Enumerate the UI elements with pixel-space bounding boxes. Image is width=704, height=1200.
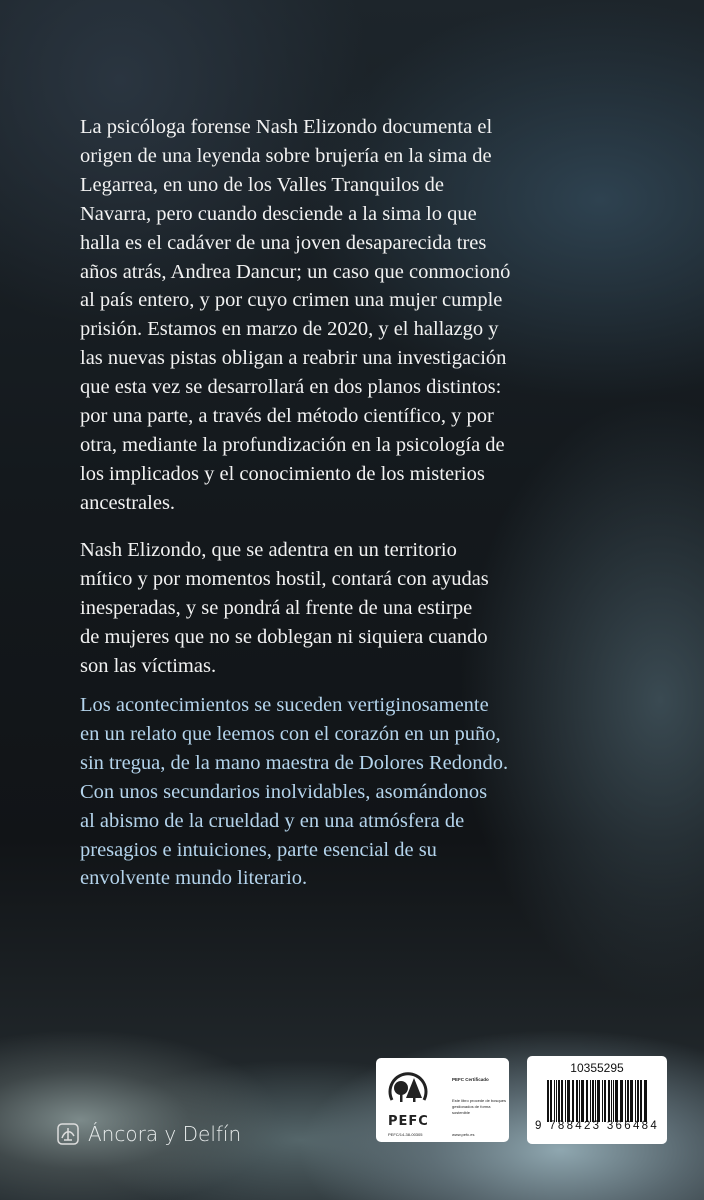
- blurb-line: ancestrales.: [80, 491, 176, 514]
- barcode-bar: [558, 1080, 560, 1122]
- barcode-bar: [637, 1080, 639, 1122]
- pefc-title: PEFC Certificado: [452, 1077, 489, 1082]
- barcode-bar: [586, 1080, 588, 1122]
- blurb-line: años atrás, Andrea Dancur; un caso que conmocionó: [80, 260, 511, 283]
- blurb-line: de mujeres que no se doblegan ni siquiera cuando: [80, 625, 488, 648]
- pefc-code: PEFC/14-38-00305: [388, 1132, 423, 1137]
- blurb-paragraph-2: [80, 536, 680, 681]
- barcode-bar: [572, 1080, 574, 1122]
- barcode-bar: [590, 1080, 591, 1122]
- barcode-bar: [611, 1080, 612, 1122]
- blurb-line: Legarrea, en uno de los Valles Tranquilos de: [80, 173, 444, 196]
- blurb-line: Los acontecimientos se suceden vertiginosamente: [80, 694, 489, 716]
- blurb-paragraph-1: [80, 113, 680, 518]
- barcode-bar: [554, 1080, 555, 1122]
- anchor-dolphin-emblem-icon: [56, 1122, 80, 1146]
- barcode-bar: [608, 1080, 610, 1122]
- blurb-line: mítico y por momentos hostil, contará con ayudas: [80, 567, 489, 590]
- barcode-bar: [576, 1080, 578, 1122]
- isbn-number: 9 788423 366484: [535, 1120, 660, 1132]
- barcode-bar: [579, 1080, 580, 1122]
- blurb-line: halla es el cadáver de una joven desaparecida tres: [80, 231, 487, 254]
- barcode-bar: [595, 1080, 596, 1122]
- blurb-line: envolvente mundo literario.: [80, 867, 308, 890]
- barcode-bar: [630, 1080, 633, 1122]
- pefc-description: Este libro procede de bosques gestionados de forma sostenible: [452, 1098, 507, 1115]
- barcode-bar: [627, 1080, 629, 1122]
- blurb-line: origen de una leyenda sobre brujería en la sima de: [80, 144, 492, 167]
- blurb-line: los implicados y el conocimiento de los misterios: [80, 462, 485, 485]
- barcode-bar: [640, 1080, 642, 1122]
- barcode-bar: [556, 1080, 557, 1122]
- blurb-line: prisión. Estamos en marzo de 2020, y el hallazgo y: [80, 318, 499, 341]
- barcode-bar: [613, 1080, 614, 1122]
- barcode-bar: [561, 1080, 563, 1122]
- barcode-bar: [581, 1080, 584, 1122]
- barcode-bar: [597, 1080, 600, 1122]
- barcode-bar: [592, 1080, 594, 1122]
- blurb-line: por una parte, a través del método científico, y por: [80, 405, 494, 428]
- barcode-bar: [615, 1080, 618, 1122]
- blurb-line: Navarra, pero cuando desciende a la sima lo que: [80, 202, 477, 225]
- blurb-line: en un relato que leemos con el corazón en un puño,: [80, 722, 501, 745]
- blurb-line: inesperadas, y se pondrá al frente de una estirpe: [80, 596, 473, 619]
- barcode-label: [527, 1056, 667, 1144]
- barcode-bar: [565, 1080, 566, 1122]
- barcode-bar: [625, 1080, 626, 1122]
- blurb-line: al país entero, y por cuyo crimen una mujer cumple: [80, 289, 503, 312]
- barcode-bar: [604, 1080, 606, 1122]
- barcode-bar: [602, 1080, 603, 1122]
- blurb-line: son las víctimas.: [80, 654, 217, 677]
- barcode-bar: [567, 1080, 570, 1122]
- blurb-line: La psicóloga forense Nash Elizondo documenta el: [80, 116, 493, 138]
- blurb-line: al abismo de la crueldad y en una atmósfera de: [80, 809, 465, 832]
- pefc-tree-icon: [386, 1070, 430, 1112]
- pefc-url: www.pefc.es: [452, 1132, 475, 1137]
- blurb-line: presagios e intuiciones, parte esencial de su: [80, 838, 437, 861]
- blurb-line: sin tregua, de la mano maestra de Dolores Redondo.: [80, 751, 509, 774]
- pefc-label: [376, 1058, 509, 1142]
- blurb-line: las nuevas pistas obligan a reabrir una investigación: [80, 347, 507, 370]
- barcode-bar: [644, 1080, 647, 1122]
- barcode-bars: [547, 1080, 647, 1122]
- blurb-line: Nash Elizondo, que se adentra en un territorio: [80, 539, 457, 561]
- blurb-line: que esta vez se desarrollará en dos planos distintos:: [80, 376, 502, 399]
- internal-code: 10355295: [570, 1061, 624, 1075]
- publisher-name: Áncora y Delfín: [88, 1122, 242, 1146]
- blurb-paragraph-3: [80, 691, 680, 893]
- blurb-line: Con unos secundarios inolvidables, asomándonos: [80, 780, 488, 803]
- pefc-brand: PEFC: [388, 1114, 429, 1129]
- barcode-bar: [547, 1080, 549, 1122]
- publisher-logo: [56, 1122, 241, 1146]
- blurb-line: otra, mediante la profundización en la psicología de: [80, 433, 505, 456]
- barcode-bar: [620, 1080, 623, 1122]
- barcode-bar: [550, 1080, 552, 1122]
- barcode-bar: [635, 1080, 636, 1122]
